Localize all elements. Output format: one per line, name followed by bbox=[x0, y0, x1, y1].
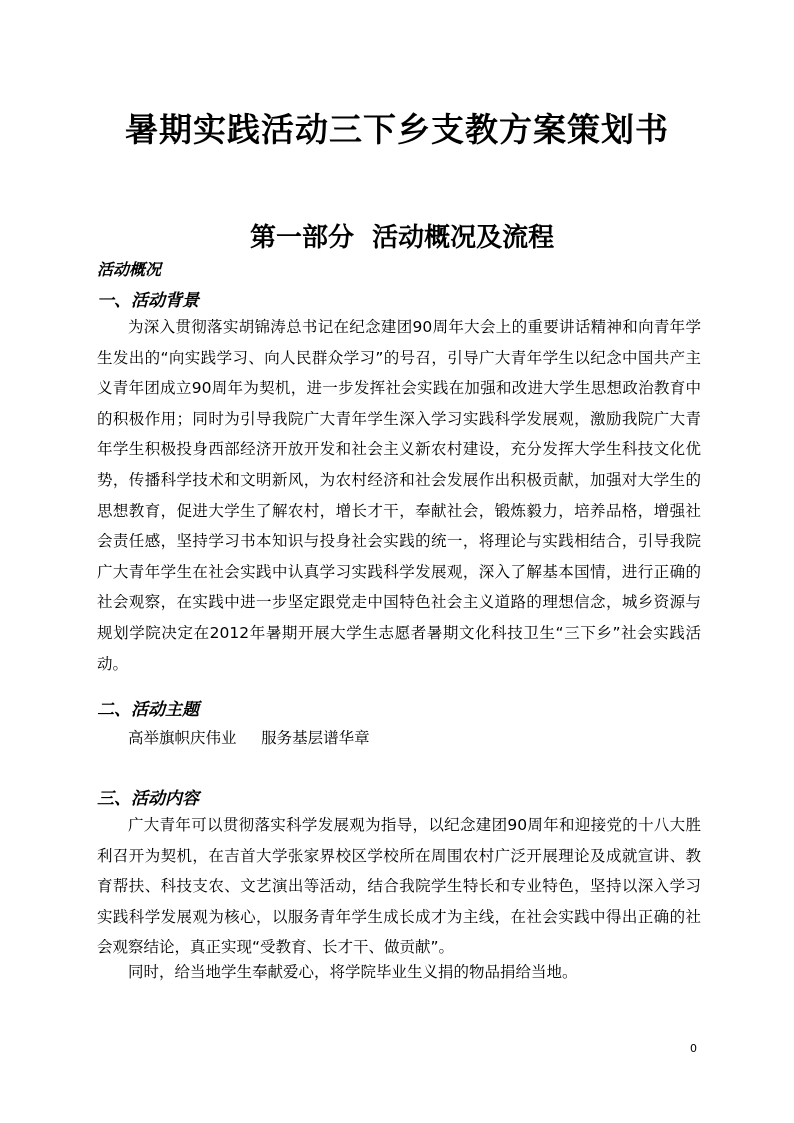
page-number: 0 bbox=[690, 1042, 697, 1055]
overview-label: 活动概况 bbox=[97, 260, 162, 279]
part-heading: 第一部分 活动概况及流程 bbox=[250, 223, 555, 253]
section-heading-theme: 二、活动主题 bbox=[97, 700, 199, 720]
section-heading-content: 三、活动内容 bbox=[97, 789, 199, 809]
section-heading-background: 一、活动背景 bbox=[97, 291, 199, 311]
background-paragraph: 为深入贯彻落实胡锦涛总书记在纪念建团90周年大会上的重要讲话精神和向青年学生发出的“向实践学习、向人民群众学习”的号召，引导广大青年学生以纪念中国共产主义青年团成立90周年为契机，进一步发挥社会实践在加强和改进大学生思想政治教育中的积极作用；同时为引导我院广大青年学生深入学习实践科学发展观，激励我院广大青年学生积极投身西部经济开放开发和社会主义新农村建设，充分发挥大学生科技文化优势，传播科学技术和文明新风，为农村经济和社会发展作出积极贡献，加强对大学生的思想教育，促进大学生了解农村，增长才干，奉献社会，锻炼毅力，培养品格，增强社会责任感，坚持学习书本知识与投身社会实践的统一，将理论与实践相结合，引导我院广大青年学生在社会实践中认真学习实践科学发展观，深入了解基本国情，进行正确的社会观察，在实践中进一步坚定跟党走中国特色社会主义道路的理想信念，城乡资源与规划学院决定在2012年暑期开展大学生志愿者暑期文化科技卫生“三下乡”社会实践活动。 bbox=[97, 318, 701, 673]
content-paragraph: 广大青年可以贯彻落实科学发展观为指导，以纪念建团90周年和迎接党的十八大胜利召开为契机，在吉首大学张家界校区学校所在周围农村广泛开展理论及成就宣讲、教育帮扶、科技支农、文艺演出等活动，结合我院学生特长和专业特色，坚持以深入学习实践科学发展观为核心，以服务青年学生成长成才为主线，在社会实践中得出正确的社会观察结论，真正实现“受教育、长才干、做贡献”。 bbox=[97, 816, 701, 957]
content-paragraph-2: 同时，给当地学生奉献爱心，将学院毕业生义捐的物品捐给当地。 bbox=[128, 963, 578, 981]
theme-text: 高举旗帜庆伟业 服务基层谱华章 bbox=[128, 729, 370, 747]
document-title: 暑期实践活动三下乡支教方案策划书 bbox=[125, 110, 669, 149]
